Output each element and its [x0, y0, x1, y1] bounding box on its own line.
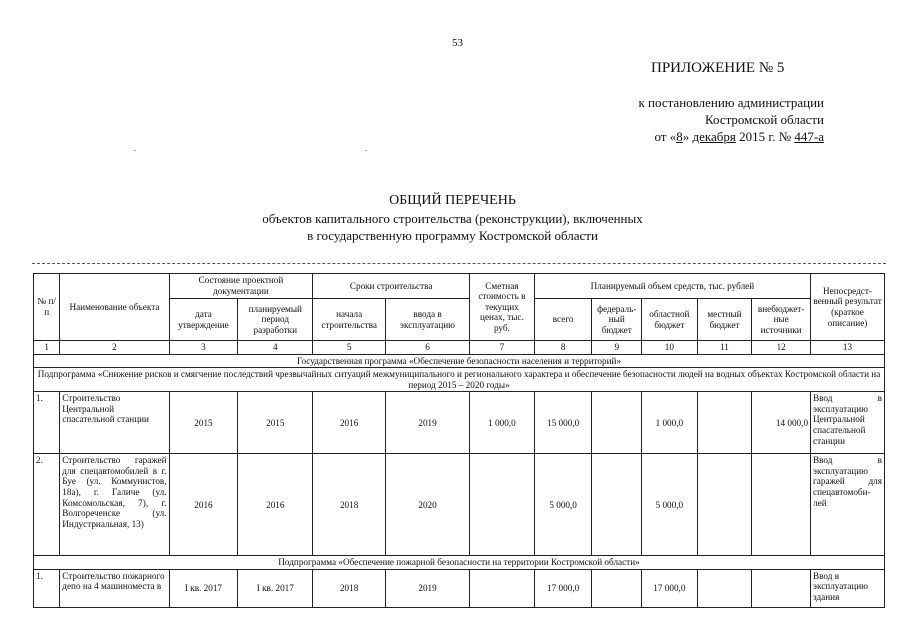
- header-terms: Сроки строительства: [313, 274, 470, 299]
- col-number: 13: [811, 341, 885, 355]
- row-name: Строительство пожарного депо на 4 машиноместа в: [60, 569, 169, 607]
- row-local: [697, 454, 752, 556]
- row-start: 2018: [313, 454, 386, 556]
- row-name: Строительство гаражей для спецавтомобилей в г. Буе (ул. Коммунистов, 18а), г. Галиче (ул. Комсомольская, 7), г. Волгореченске (ул. Индустриальная, 13): [60, 454, 169, 556]
- table-row: [34, 392, 885, 454]
- column-numbers-row: [34, 341, 885, 355]
- header-doc-state: Состояние проектной документации: [169, 274, 313, 299]
- col-number: 12: [752, 341, 811, 355]
- program-title: Государственная программа «Обеспечение безопасности населения и территорий»: [34, 354, 885, 368]
- subprogram-title: Подпрограмма «Снижение рисков и смягчение последствий чрезвычайных ситуаций межмуниципального и регионального характера и обеспечение безопасности людей на водных объектах Костромской области на период 2015 – 2020 годы»: [34, 368, 885, 392]
- date-day: 8: [676, 129, 683, 144]
- header-total: всего: [534, 299, 592, 341]
- row-start: 2016: [313, 392, 386, 454]
- appendix-date-line: [654, 129, 824, 145]
- row-doc-period: I кв. 2017: [238, 569, 313, 607]
- header-local: местный бюджет: [697, 299, 752, 341]
- row-local: [697, 569, 752, 607]
- row-commission: 2019: [386, 569, 470, 607]
- header-regional: областной бюджет: [642, 299, 698, 341]
- row-regional: 5 000,0: [642, 454, 698, 556]
- row-offbudget: [752, 569, 811, 607]
- header-funding: Планируемый объем средств, тыс. рублей: [534, 274, 810, 299]
- appendix-line-2: Костромской области: [704, 112, 824, 127]
- scan-dot: .: [365, 144, 367, 153]
- list-subtitle-2: в государственную программу Костромской области: [307, 228, 598, 243]
- subprogram-title: Подпрограмма «Обеспечение пожарной безопасности на территории Костромской области»: [34, 556, 885, 570]
- row-num: 1.: [34, 569, 60, 607]
- row-commission: 2019: [386, 392, 470, 454]
- col-number: 6: [386, 341, 470, 355]
- header-result: Непосредст-венный результат (краткое описание): [811, 274, 885, 341]
- scan-dot: .: [134, 144, 136, 153]
- resolution-number: 447-а: [794, 129, 824, 144]
- row-doc-approved: 2015: [169, 392, 238, 454]
- header-cost: Сметная стоимость в текущих ценах, тыс. руб.: [470, 274, 535, 341]
- header-num: № п/п: [34, 274, 60, 341]
- row-doc-approved: I кв. 2017: [169, 569, 238, 607]
- header-doc-period: планируемый период разработки: [238, 299, 313, 341]
- list-subtitle-1: объектов капитального строительства (реконструкции), включенных: [262, 211, 643, 226]
- row-regional: 17 000,0: [642, 569, 698, 607]
- row-total: 15 000,0: [534, 392, 592, 454]
- table-row: [34, 454, 885, 556]
- row-offbudget: 14 000,0: [752, 392, 811, 454]
- row-result: Ввод в эксплуатацию Центральной спасательной станции: [811, 392, 885, 454]
- col-number: 9: [592, 341, 642, 355]
- row-local: [697, 392, 752, 454]
- header-doc-approved: дата утверждение: [169, 299, 238, 341]
- date-prefix: от «: [654, 129, 677, 144]
- list-title: ОБЩИЙ ПЕРЕЧЕНЬ: [389, 193, 516, 208]
- header-offbudget: внебюджет-ные источники: [752, 299, 811, 341]
- row-result: Ввод в эксплуатацию здания: [811, 569, 885, 607]
- header-commission: ввода в эксплуатацию: [386, 299, 470, 341]
- row-doc-period: 2015: [238, 392, 313, 454]
- header-start: начала строительства: [313, 299, 386, 341]
- row-offbudget: [752, 454, 811, 556]
- col-number: 3: [169, 341, 238, 355]
- row-start: 2018: [313, 569, 386, 607]
- col-number: 8: [534, 341, 592, 355]
- col-number: 1: [34, 341, 60, 355]
- date-year: 2015 г. №: [735, 129, 795, 144]
- row-doc-approved: 2016: [169, 454, 238, 556]
- row-commission: 2020: [386, 454, 470, 556]
- col-number: 7: [470, 341, 535, 355]
- row-federal: [592, 392, 642, 454]
- row-total: 5 000,0: [534, 454, 592, 556]
- appendix-line-1: к постановлению администрации: [638, 95, 824, 110]
- col-number: 2: [60, 341, 169, 355]
- row-cost: 1 000,0: [470, 392, 535, 454]
- col-number: 4: [238, 341, 313, 355]
- dashed-rule: [32, 263, 886, 264]
- page-number: 53: [452, 37, 463, 49]
- row-doc-period: 2016: [238, 454, 313, 556]
- row-cost: [470, 454, 535, 556]
- row-federal: [592, 454, 642, 556]
- row-federal: [592, 569, 642, 607]
- date-mid: »: [682, 129, 693, 144]
- row-regional: 1 000,0: [642, 392, 698, 454]
- header-name: Наименование объекта: [60, 274, 169, 341]
- table-row: [34, 569, 885, 607]
- row-name: Строительство Центральной спасательной станции: [60, 392, 169, 454]
- row-result: Ввод в эксплуатацию гаражей для спецавтомоби-лей: [811, 454, 885, 556]
- header-federal: федераль-ный бюджет: [592, 299, 642, 341]
- col-number: 5: [313, 341, 386, 355]
- row-cost: [470, 569, 535, 607]
- appendix-title: ПРИЛОЖЕНИЕ № 5: [651, 60, 785, 76]
- row-num: 2.: [34, 454, 60, 556]
- col-number: 10: [642, 341, 698, 355]
- row-num: 1.: [34, 392, 60, 454]
- objects-table: [33, 273, 885, 608]
- date-month: декабря: [692, 129, 736, 144]
- col-number: 11: [697, 341, 752, 355]
- row-total: 17 000,0: [534, 569, 592, 607]
